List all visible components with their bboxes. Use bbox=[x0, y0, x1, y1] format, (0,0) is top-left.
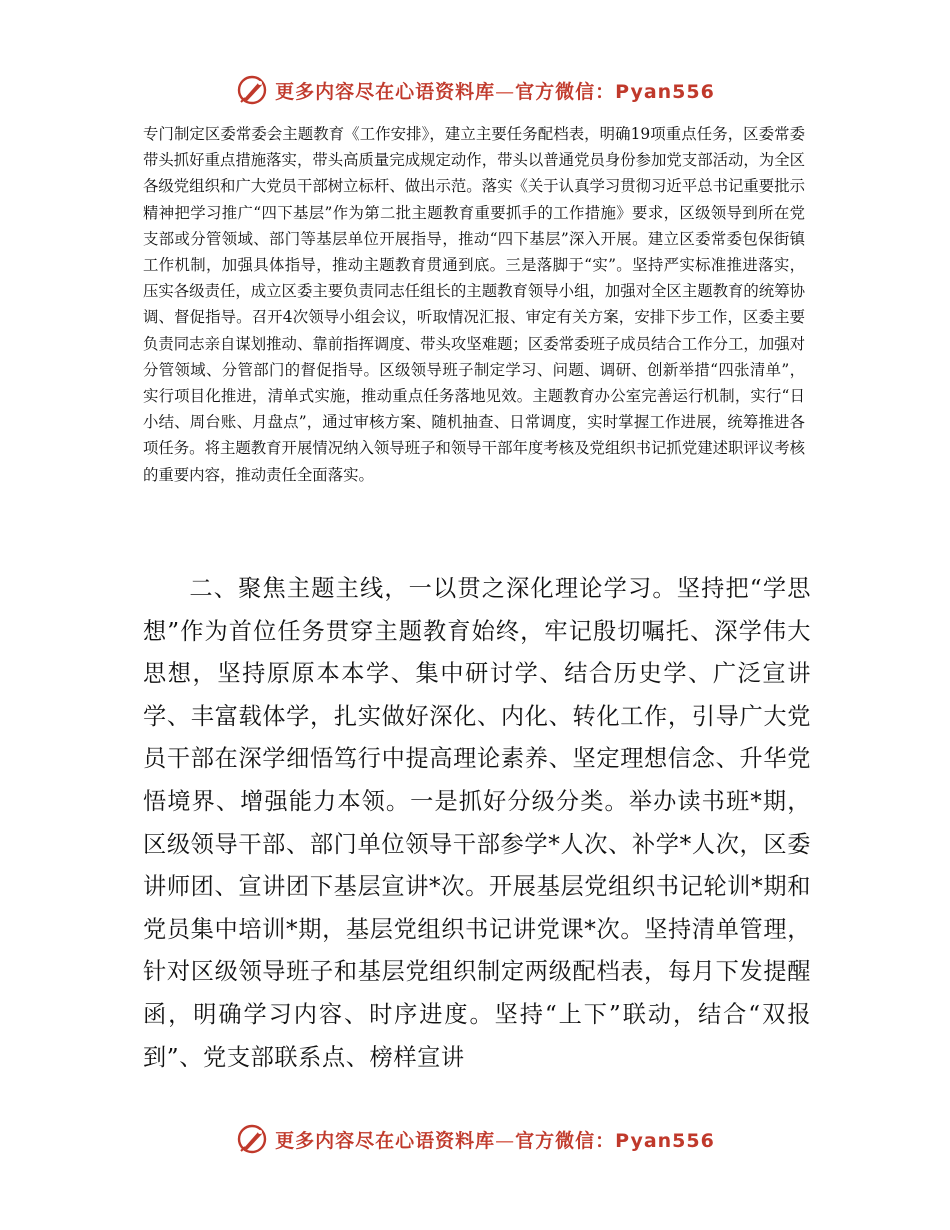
banner-separator: — bbox=[495, 80, 516, 103]
quill-pen-seal-icon bbox=[235, 1122, 269, 1156]
banner-brand: 更多内容尽在心语资料库 bbox=[275, 80, 496, 103]
body-paragraph-1: 专门制定区委常委会主题教育《工作安排》，建立主要任务配档表，明确19项重点任务，区委常委带头抓好重点措施落实，带头高质量完成规定动作，带头以普通党员身份参加党支部活动，为全区各级党组织和广大党员干部树立标杆、做出示范。落实《关于认真学习贯彻习近平总书记重要批示精神把学习推广“四下基层”作为第二批主题教育重要抓手的工作措施》要求，区级领导到所在党支部或分管领域、部门等基层单位开展指导，推动“四下基层”深入开展。建立区委常委包保街镇工作机制，加强具体指导，推动主题教育贯通到底。三是落脚于“实”。坚持严实标准推进落实，压实各级责任，成立区委主要负责同志任组长的主题教育领导小组，加强对全区主题教育的统筹协调、督促指导。召开4次领导小组会议，听取情况汇报、审定有关方案，安排下步工作，区委主要负责同志亲自谋划推动、靠前指挥调度、带头攻坚难题；区委常委班子成员结合工作分工，加强对分管领域、分管部门的督促指导。区级领导班子制定学习、问题、调研、创新举措“四张清单”，实行项目化推进，清单式实施，推动重点任务落地见效。主题教育办公室完善运行机制，实行“日小结、周台账、月盘点”，通过审核方案、随机抽查、日常调度，实时掌握工作进展，统筹推进各项任务。将主题教育开展情况纳入领导班子和领导干部年度考核及党组织书记抓党建述职评议考核的重要内容，推动责任全面落实。 bbox=[143, 125, 805, 484]
header-watermark-banner bbox=[0, 68, 950, 112]
quill-pen-seal-icon bbox=[235, 73, 269, 107]
banner-contact: 官方微信：Pyan556 bbox=[515, 1129, 715, 1152]
banner-contact: 官方微信：Pyan556 bbox=[515, 80, 715, 103]
body-paragraph-2: 二、聚焦主题主线，一以贯之深化理论学习。坚持把“学思想”作为首位任务贯穿主题教育始终，牢记殷切嘱托、深学伟大思想，坚持原原本本学、集中研讨学、结合历史学、广泛宣讲学、丰富载体学，扎实做好深化、内化、转化工作，引导广大党员干部在深学细悟笃行中提高理论素养、坚定理想信念、升华党悟境界、增强能力本领。一是抓好分级分类。举办读书班*期，区级领导干部、部门单位领导干部参学*人次、补学*人次，区委讲师团、宣讲团下基层宣讲*次。开展基层党组织书记轮训*期和党员集中培训*期，基层党组织书记讲党课*次。坚持清单管理，针对区级领导班子和基层党组织制定两级配档表，每月下发提醒函，明确学习内容、时序进度。坚持“上下”联动，结合“双报到”、党支部联系点、榜样宣讲 bbox=[143, 575, 811, 1071]
footer-watermark-banner bbox=[0, 1117, 950, 1161]
banner-brand: 更多内容尽在心语资料库 bbox=[275, 1129, 496, 1152]
banner-separator: — bbox=[495, 1129, 516, 1152]
